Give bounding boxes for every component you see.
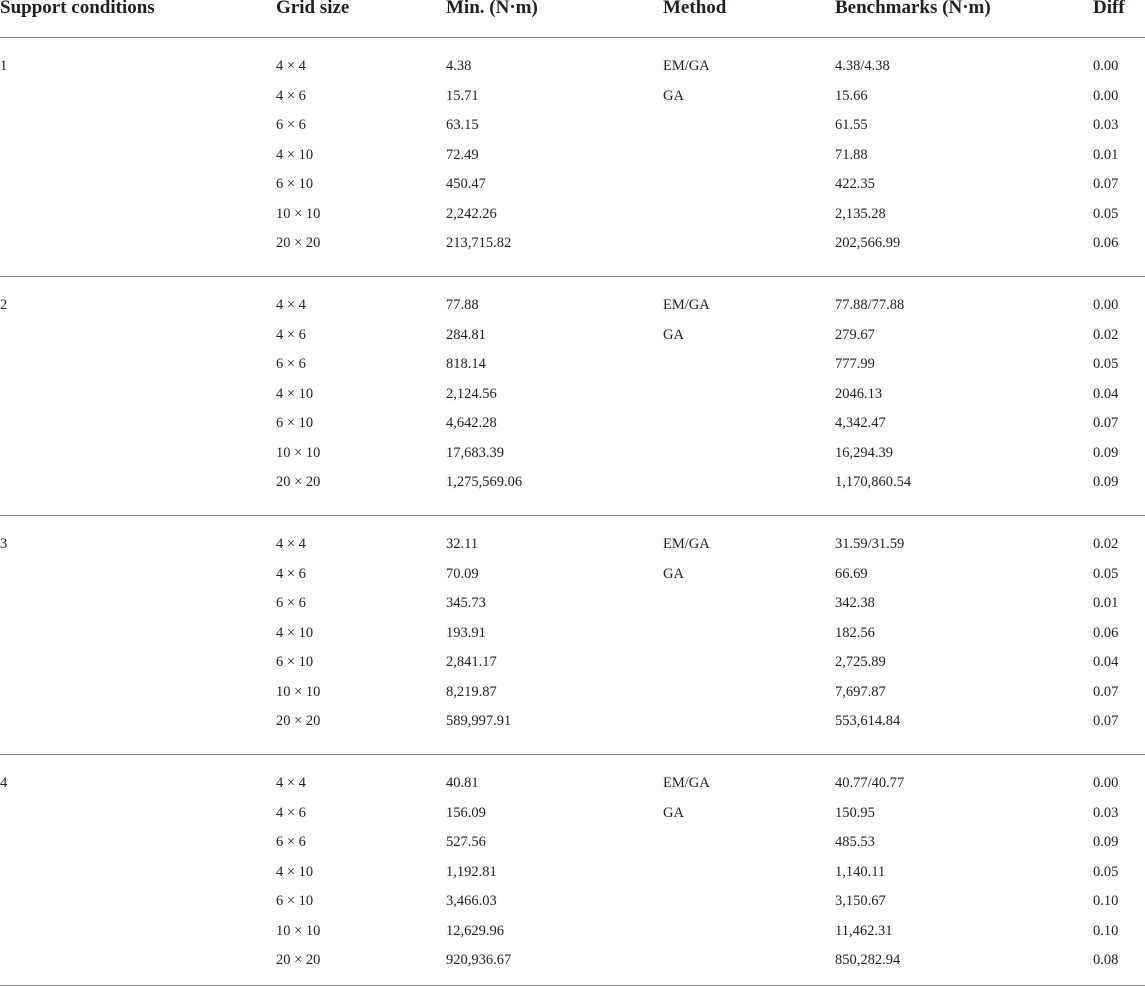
diff-cell: 0.05 <box>1093 205 1119 222</box>
grid-size-cell: 4 × 6 <box>276 565 306 582</box>
diff-cell: 0.00 <box>1093 775 1119 791</box>
method-cell: GA <box>663 87 684 104</box>
table-row <box>0 774 1145 803</box>
benchmark-cell: 150.95 <box>835 804 875 821</box>
table-row <box>0 444 1145 473</box>
min-value-cell: 156.09 <box>446 804 486 821</box>
benchmark-cell: 2046.13 <box>835 385 883 402</box>
diff-cell: 0.08 <box>1093 952 1119 968</box>
benchmark-cell: 71.88 <box>835 146 868 163</box>
min-value-cell: 4.38 <box>446 58 472 74</box>
grid-size-cell: 4 × 4 <box>276 536 306 552</box>
grid-size-cell: 4 × 6 <box>276 804 306 821</box>
min-value-cell: 40.81 <box>446 775 479 791</box>
table-row <box>0 205 1145 234</box>
table-row <box>0 296 1145 325</box>
benchmark-cell: 202,566.99 <box>835 235 901 251</box>
min-value-cell: 1,275,569.06 <box>446 474 523 490</box>
min-value-cell: 2,124.56 <box>446 385 497 402</box>
grid-size-cell: 6 × 10 <box>276 176 314 192</box>
benchmark-cell: 342.38 <box>835 595 875 611</box>
benchmark-cell: 279.67 <box>835 326 875 343</box>
min-value-cell: 17,683.39 <box>446 444 504 461</box>
diff-cell: 0.03 <box>1093 117 1119 133</box>
table-row <box>0 922 1145 951</box>
method-cell: GA <box>663 326 684 343</box>
grid-size-cell: 10 × 10 <box>276 444 321 461</box>
diff-cell: 0.07 <box>1093 713 1119 729</box>
table-row <box>0 683 1145 712</box>
min-value-cell: 63.15 <box>446 117 479 133</box>
min-value-cell: 3,466.03 <box>446 893 497 909</box>
diff-cell: 0.06 <box>1093 235 1119 251</box>
min-value-cell: 70.09 <box>446 565 479 582</box>
benchmark-cell: 66.69 <box>835 565 868 582</box>
support-condition-cell: 2 <box>0 297 8 313</box>
method-cell: GA <box>663 565 684 582</box>
benchmark-cell: 1,170,860.54 <box>835 474 912 490</box>
header-min: Min. (N·m) <box>446 0 538 18</box>
table-row <box>0 355 1145 384</box>
diff-cell: 0.00 <box>1093 87 1119 104</box>
grid-size-cell: 4 × 10 <box>276 624 314 641</box>
benchmark-cell: 2,135.28 <box>835 205 886 222</box>
table-row <box>0 951 1145 980</box>
diff-cell: 0.07 <box>1093 415 1119 431</box>
support-condition-cell: 3 <box>0 536 8 552</box>
diff-cell: 0.07 <box>1093 176 1119 192</box>
min-value-cell: 77.88 <box>446 297 479 313</box>
table-row <box>0 175 1145 204</box>
table-row <box>0 833 1145 862</box>
table-row <box>0 326 1145 355</box>
min-value-cell: 15.71 <box>446 87 479 104</box>
table-row <box>0 535 1145 564</box>
diff-cell: 0.03 <box>1093 804 1119 821</box>
support-condition-cell: 1 <box>0 58 8 74</box>
min-value-cell: 32.11 <box>446 536 479 552</box>
diff-cell: 0.00 <box>1093 58 1119 74</box>
method-cell: EM/GA <box>663 58 710 74</box>
diff-cell: 0.00 <box>1093 297 1119 313</box>
method-cell: EM/GA <box>663 297 710 313</box>
benchmark-cell: 422.35 <box>835 176 875 192</box>
grid-size-cell: 4 × 10 <box>276 146 314 163</box>
grid-size-cell: 20 × 20 <box>276 474 321 490</box>
benchmark-cell: 2,725.89 <box>835 654 886 670</box>
header-benchmarks: Benchmarks (N·m) <box>835 0 991 18</box>
grid-size-cell: 20 × 20 <box>276 952 321 968</box>
min-value-cell: 213,715.82 <box>446 235 512 251</box>
group-divider <box>0 754 1145 755</box>
table-row <box>0 87 1145 116</box>
table-row <box>0 414 1145 443</box>
benchmark-cell: 11,462.31 <box>835 922 893 939</box>
diff-cell: 0.10 <box>1093 922 1119 939</box>
benchmark-cell: 553,614.84 <box>835 713 901 729</box>
min-value-cell: 12,629.96 <box>446 922 504 939</box>
grid-size-cell: 6 × 10 <box>276 654 314 670</box>
grid-size-cell: 6 × 6 <box>276 356 306 372</box>
min-value-cell: 450.47 <box>446 176 486 192</box>
grid-size-cell: 6 × 6 <box>276 117 306 133</box>
table-row <box>0 804 1145 833</box>
benchmark-cell: 16,294.39 <box>835 444 893 461</box>
table-row <box>0 624 1145 653</box>
diff-cell: 0.01 <box>1093 595 1119 611</box>
grid-size-cell: 20 × 20 <box>276 235 321 251</box>
table-row <box>0 565 1145 594</box>
grid-size-cell: 10 × 10 <box>276 922 321 939</box>
min-value-cell: 284.81 <box>446 326 486 343</box>
group-divider <box>0 276 1145 277</box>
benchmark-cell: 4.38/4.38 <box>835 58 890 74</box>
diff-cell: 0.07 <box>1093 683 1119 700</box>
min-value-cell: 527.56 <box>446 834 486 850</box>
table-row <box>0 892 1145 921</box>
benchmark-cell: 31.59/31.59 <box>835 536 905 552</box>
diff-cell: 0.01 <box>1093 146 1119 163</box>
benchmark-cell: 4,342.47 <box>835 415 886 431</box>
method-cell: EM/GA <box>663 775 710 791</box>
min-value-cell: 72.49 <box>446 146 479 163</box>
diff-cell: 0.04 <box>1093 385 1119 402</box>
header-diff: Diff <box>1093 0 1125 18</box>
grid-size-cell: 6 × 10 <box>276 415 314 431</box>
min-value-cell: 818.14 <box>446 356 486 372</box>
benchmark-cell: 485.53 <box>835 834 875 850</box>
method-cell: GA <box>663 804 684 821</box>
min-value-cell: 8,219.87 <box>446 683 497 700</box>
grid-size-cell: 4 × 6 <box>276 87 306 104</box>
table-row <box>0 385 1145 414</box>
benchmark-cell: 7,697.87 <box>835 683 886 700</box>
diff-cell: 0.09 <box>1093 834 1119 850</box>
min-value-cell: 4,642.28 <box>446 415 497 431</box>
diff-cell: 0.02 <box>1093 536 1119 552</box>
grid-size-cell: 10 × 10 <box>276 205 321 222</box>
min-value-cell: 920,936.67 <box>446 952 512 968</box>
benchmark-cell: 40.77/40.77 <box>835 775 905 791</box>
table-row <box>0 57 1145 86</box>
min-value-cell: 2,841.17 <box>446 654 497 670</box>
min-value-cell: 1,192.81 <box>446 863 497 880</box>
benchmark-cell: 15.66 <box>835 87 868 104</box>
benchmark-cell: 61.55 <box>835 117 868 133</box>
grid-size-cell: 4 × 4 <box>276 775 306 791</box>
group-divider <box>0 515 1145 516</box>
header-method: Method <box>663 0 727 18</box>
method-cell: EM/GA <box>663 536 710 552</box>
benchmark-cell: 777.99 <box>835 356 875 372</box>
grid-size-cell: 4 × 10 <box>276 863 314 880</box>
benchmark-cell: 1,140.11 <box>835 863 886 880</box>
support-condition-cell: 4 <box>0 775 8 791</box>
header-support-conditions: Support conditions <box>0 0 155 18</box>
table-row <box>0 653 1145 682</box>
min-value-cell: 345.73 <box>446 595 486 611</box>
benchmark-cell: 3,150.67 <box>835 893 886 909</box>
grid-size-cell: 4 × 6 <box>276 326 306 343</box>
table-row <box>0 863 1145 892</box>
min-value-cell: 193.91 <box>446 624 486 641</box>
diff-cell: 0.09 <box>1093 444 1119 461</box>
table-row <box>0 473 1145 502</box>
diff-cell: 0.09 <box>1093 474 1119 490</box>
diff-cell: 0.05 <box>1093 565 1119 582</box>
diff-cell: 0.04 <box>1093 654 1119 670</box>
diff-cell: 0.05 <box>1093 356 1119 372</box>
table-row <box>0 712 1145 741</box>
min-value-cell: 2,242.26 <box>446 205 497 222</box>
grid-size-cell: 6 × 6 <box>276 834 306 850</box>
grid-size-cell: 4 × 4 <box>276 297 306 313</box>
diff-cell: 0.02 <box>1093 326 1119 343</box>
grid-size-cell: 20 × 20 <box>276 713 321 729</box>
diff-cell: 0.06 <box>1093 624 1119 641</box>
grid-size-cell: 4 × 4 <box>276 58 306 74</box>
header-grid-size: Grid size <box>276 0 350 18</box>
header-divider <box>0 37 1145 38</box>
benchmark-cell: 182.56 <box>835 624 875 641</box>
diff-cell: 0.05 <box>1093 863 1119 880</box>
min-value-cell: 589,997.91 <box>446 713 512 729</box>
grid-size-cell: 6 × 10 <box>276 893 314 909</box>
table-row <box>0 594 1145 623</box>
benchmark-cell: 77.88/77.88 <box>835 297 905 313</box>
grid-size-cell: 10 × 10 <box>276 683 321 700</box>
table-header-row <box>0 0 1145 22</box>
table-row <box>0 116 1145 145</box>
benchmark-cell: 850,282.94 <box>835 952 901 968</box>
diff-cell: 0.10 <box>1093 893 1119 909</box>
grid-size-cell: 6 × 6 <box>276 595 306 611</box>
table-row <box>0 146 1145 175</box>
table-row <box>0 234 1145 263</box>
grid-size-cell: 4 × 10 <box>276 385 314 402</box>
